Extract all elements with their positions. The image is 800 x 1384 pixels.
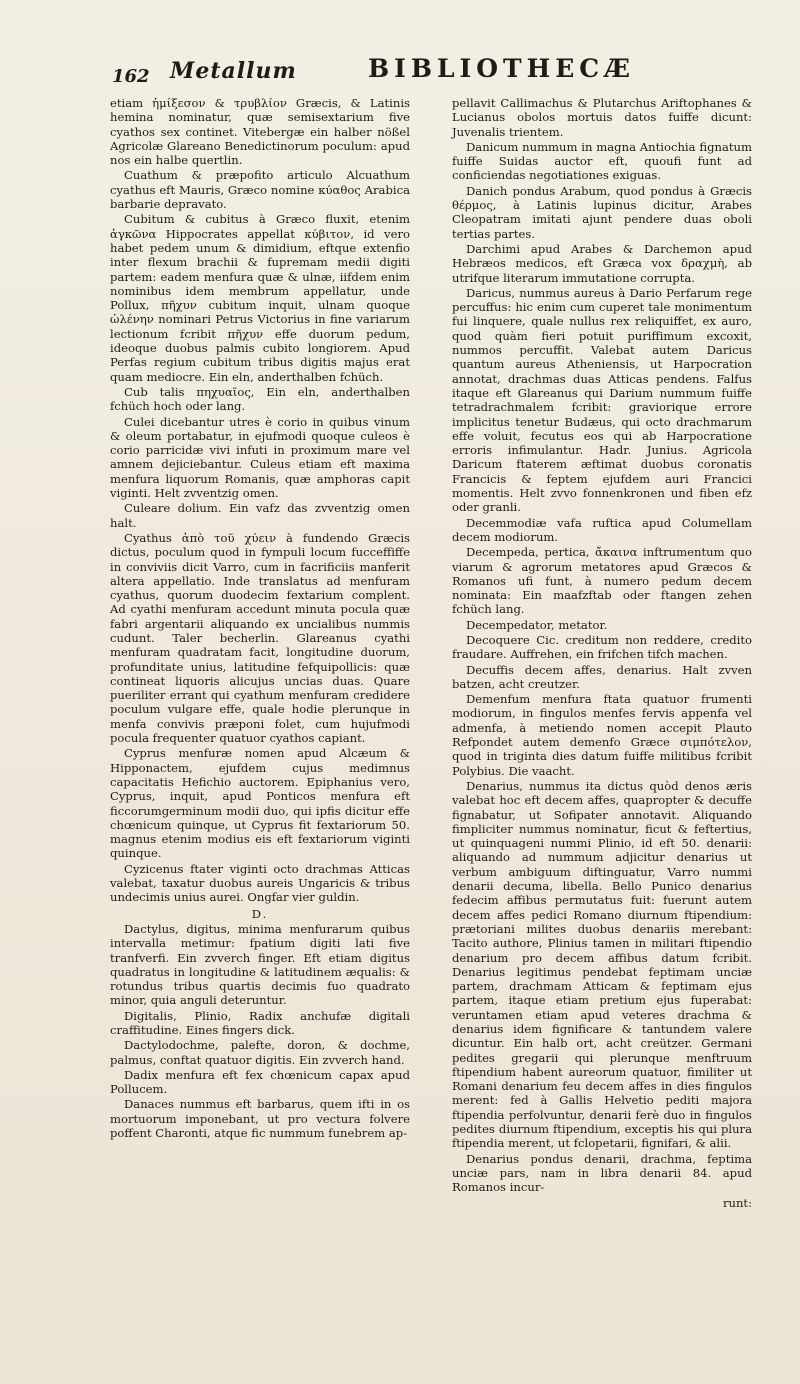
entry-paragraph: Darchimi apud Arabes & Darchemon apud Hebræos medicos, eft Græca vox δραχμὴ, ab utrifque literarum immutatione corrupta. [452,241,752,285]
entry-paragraph: pellavit Callimachus & Plutarchus Ariftophanes & Lucianus obolos mortuis datos fuiffe dicunt: Juvenalis trientem. [452,96,752,139]
entry-paragraph: Decoquere Cic. creditum non reddere, credito fraudare. Auffrehen, ein frifchen tifch machen. [452,632,752,662]
entry-paragraph: Demenfum menfura ftata quatuor frumenti modiorum, in fingulos menfes fervis appenfa vel admenfa, à metiendo nomen accepit Plauto Refpondet autem demenfo Græce σιμπότελον, quod in triginta dies datum fuiffe militibus fcribit Polybius. Die vaacht. [452,692,752,778]
entry-paragraph: Cuathum & præpofito articulo Alcuathum cyathus eft Mauris, Græco nomine κύαθος Arabica barbarie depravato. [110,168,410,212]
entry-paragraph: Digitalis, Plinio, Radix anchufæ digitali craffitudine. Eines fingers dick. [110,1008,410,1037]
entry-paragraph: Decuffis decem affes, denarius. Halt zvven batzen, acht creutzer. [452,662,752,691]
entry-paragraph: Dactylus, digitus, minima menfurarum quibus intervalla metimur: fpatium digiti lati five tranfverfi. Ein zvverch finger. Eft etiam digitus quadratus in longitudine & latitudinem æqualis: & rotundus tribus quartis decimis fuo quadrato minor, quia anguli deteruntur. [110,921,410,1008]
right-column [452,96,752,1211]
catchword: runt: [722,1195,752,1210]
page-header [112,52,760,92]
entry-paragraph: Denarius, nummus ita dictus quòd denos æris valebat hoc eft decem affes, quapropter & decuffe fignabatur, ut Sofipater annotavit. Aliquando fimpliciter nummus nominatur, ficut & feftertius, ut quinquageni nummi Plinio, id eft 50. denarii: aliquando ad nummum adjicitur denarius ut verbum ambiguum diftinguatur, Varro nummi denarii decuma, libella. Bello Punico denarius fedecim affibus permutatus fuit: fuerunt autem decem affes pedici Romano diurnum ftipendium: prætoriani milites duobus denariis merebant: Tacito authore, Plinius tamen in militari ftipendio denarium pro decem affibus datum fcribit. Denarius legitimus pendebat feptimam unciæ partem, drachmam Atticam & feptimam ejus partem, itaque etiam pretium ejus fuperabat: veruntamen etiam apud veteres drachma & denarius idem fignificare & tantundem valere dicuntur. Ein halb ort, acht creützer. Germani pedites gregarii qui plerunque menftruum ftipendium habent aureorum quatuor, fimiliter ut Romani denarium feu decem affes in dies fingulos merent: fed à Gallis Helvetio pediti majora ftipendia perfolvuntur, denarii ferè duo in fingulos pedites diurnum ftipendium, exceptis his qui plura ftipendia merent, ut fclopetarii, fignifari, & alii. [452,778,752,1151]
running-head: Metallum [170,58,297,84]
entry-paragraph: Decemmodiæ vafa ruftica apud Columellam decem modiorum. [452,515,752,544]
page-number: 162 [112,66,150,87]
entry-paragraph: Denarius pondus denarii, drachma, feptima unciæ pars, nam in libra denarii 84. apud Romanos incur- [452,1151,752,1195]
entry-paragraph: Cyzicenus ftater viginti octo drachmas Atticas valebat, taxatur duobus aureis Ungaricis & tribus undecimis unius aurei. Ongfar vier guldin. [110,861,410,905]
entry-paragraph: Cubitum & cubitus à Græco fluxit, etenim ἀγκῶνα Hippocrates appellat κύβιτον, id vero habet pedem unum & dimidium, eftque extenfio inter flexum brachii & fupremam medii digiti partem: eadem menfura quæ & ulnæ, iifdem enim nominibus idem membrum appellatur, unde Pollux, πῆχυν cubitum inquit, ulnam quoque ὠλένην nominari Petrus Victorius in fine variarum lectionum fcribit πῆχυν effe duorum pedum, ideoque duobus palmis cubito longiorem. Apud Perfas regium cubitum tribus digitis majus erat quam mediocre. Ein eln, anderthalben fchüch. [110,212,410,384]
entry-paragraph: Decempedator, metator. [466,617,608,632]
page-title: BIBLIOTHECÆ [368,54,636,83]
entry-paragraph: Danicum nummum in magna Antiochia fignatum fuiffe Suidas auctor eft, quoufi funt ad conficiendas negotiationes exiguas. [452,139,752,183]
entry-paragraph: Culei dicebantur utres è corio in quibus vinum & oleum portabatur, in ejufmodi quoque culeos è corio parricidæ vivi infuti in proximum mare vel amnem dejiciebantur. Culeus etiam eft maxima menfura liquorum Romanis, quæ amphoras capit viginti. Helt zvventzig omen. [110,414,410,501]
entry-paragraph: Cub talis πηχυαῖος, Ein eln, anderthalben fchüch hoch oder lang. [110,384,410,414]
section-letter-heading: D. [251,906,269,921]
entry-paragraph: Daricus, nummus aureus à Dario Perfarum rege percuffus: hic enim cum cuperet tale monimentum fui linquere, quale nullus rex reliquiffet, ex auro, quod quàm fieri potuit puriffimum excoxit, nummos percuffit. Valebat autem Daricus quantum aureus Atheniensis, ut Harpocration annotat, drachmas duas Atticas pendens. Falfus itaque eft Glareanus qui Darium nummum fuiffe tetradrachmalem fcribit: graviorique errore implicitus tenetur Budæus, qui octo drachmarum effe voluit, fecutus eos qui ab Harpocratione erroris infimulantur. Hadr. Junius. Agricola Daricum ftaterem æftimat duobus coronatis Francicis & feptem ejufdem auri Francici momentis. Helt zvvo fonnenkronen und fiben efz oder granli. [452,285,752,515]
entry-paragraph: Cyathus ἀπὸ τοῦ χύειν à fundendo Græcis dictus, poculum quod in fympuli locum fucceffiffe in conviviis dicit Varro, cum in facrificiis manferit altera appellatio. Inde translatus ad menfuram cyathus, quorum duodecim fextarium complent. Ad cyathi menfuram accedunt minuta pocula quæ fabri argentarii aliquando ex uncialibus nummis cudunt. Taler becherlin. Glareanus cyathi menfuram quadratam facit, longitudine duorum, profunditate unius, latitudine fefquipollicis: quæ contineat liquoris alicujus uncias duas. Quare pueriliter errant qui cyathum menfuram credidere poculum vulgare effe, quale hodie plerunque in menfa convivis præponi folet, cum hujufmodi pocula frequenter quatuor cyathos capiant. [110,530,410,746]
entry-paragraph: Culeare dolium. Ein vafz das zvventzig omen halt. [110,501,410,530]
entry-paragraph: Danich pondus Arabum, quod pondus à Græcis θέρμος, à Latinis lupinus dicitur, Arabes Cleopatram imitati ajunt pendere duas oboli tertias partes. [452,183,752,241]
entry-paragraph: Dadix menfura eft fex chœnicum capax apud Pollucem. [110,1067,410,1097]
entry-paragraph: Danaces nummus eft barbarus, quem ifti in os mortuorum imponebant, ut pro vectura folvere poffent Charonti, atque fic nummum funebrem ap- [110,1097,410,1141]
entry-paragraph: Dactylodochme, palefte, doron, & dochme, palmus, conftat quatuor digitis. Ein zvverch hand. [110,1038,410,1067]
left-column [110,96,410,1141]
entry-paragraph: Cyprus menfuræ nomen apud Alcæum & Hipponactem, ejufdem cujus medimnus capacitatis Hefichio auctorem. Epiphanius vero, Cyprus, inquit, apud Ponticos menfura eft ficcorumgerminum modii duo, qui ipfis dicitur effe chœnicum quinque, ut Cyprus fit fextariorum 50. magnus etenim modius eis eft fextariorum viginti quinque. [110,746,410,861]
entry-paragraph: Decempeda, pertica, ἄκαινα inftrumentum quo viarum & agrorum metatores apud Græcos & Romanos ufi funt, à numero pedum decem nominata: Ein maafzftab oder ftangen zehen fchüch lang. [452,545,752,617]
entry-paragraph: etiam ἡμίξεσον & τρυβλίον Græcis, & Latinis hemina nominatur, quæ semisextarium five cyathos sex continet. Vitebergæ ein halber nößel Agricolæ Glareano Benedictinorum poculum: apud nos ein halbe quertlin. [110,96,410,168]
